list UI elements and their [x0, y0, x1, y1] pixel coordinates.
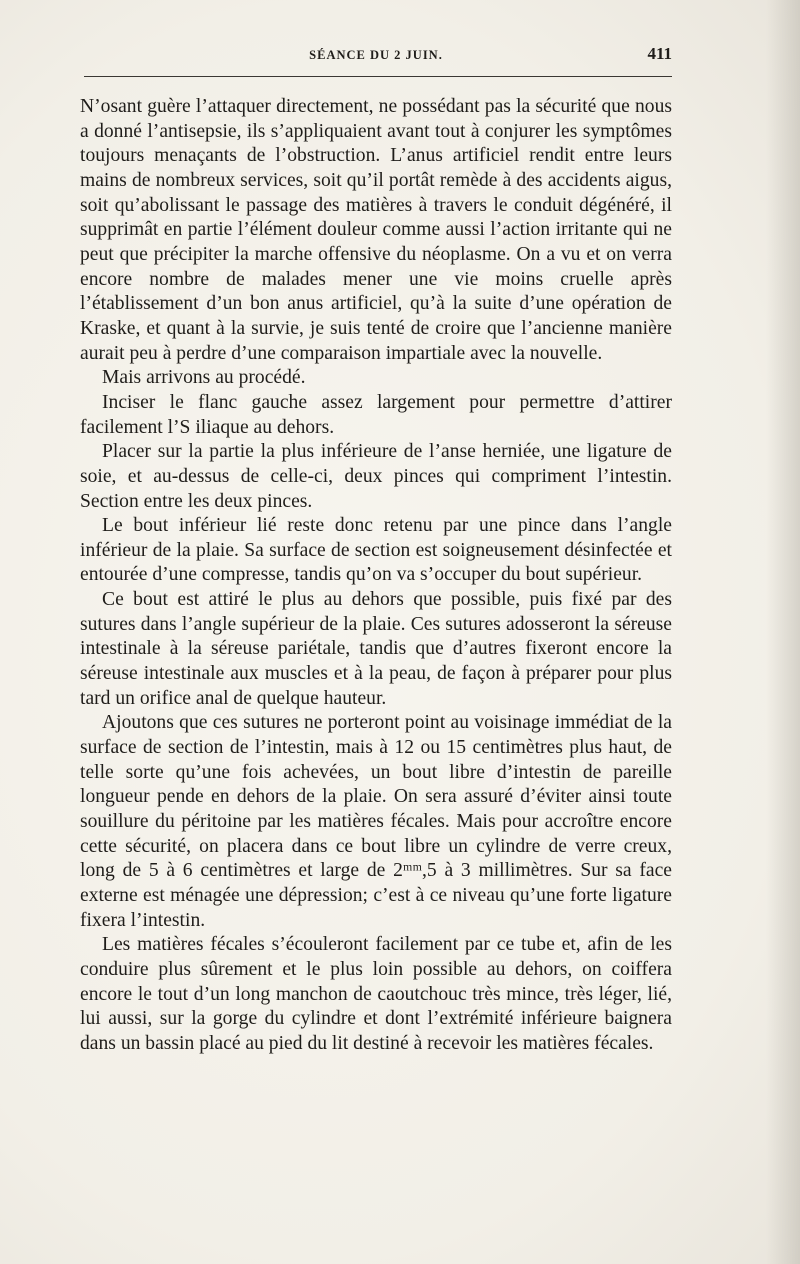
paragraph: Placer sur la partie la plus inférieure de l’anse herniée, une ligature de soie, et au-dessus de celle-ci, deux pinces qui compriment l’intestin. Section entre les deux pinces.	[80, 441, 672, 512]
paragraph: Inciser le flanc gauche assez largement pour permettre d’attirer facilement l’S iliaque au dehors.	[80, 391, 672, 438]
paragraph: Ce bout est attiré le plus au dehors que possible, puis fixé par des sutures dans l’angle supérieur de la plaie. Ces sutures adosseront la séreuse intestinale à la séreuse pariétale, tandis que d’autres fixeront encore la séreuse intestinale aux muscles et à la peau, de façon à préparer pour plus tard un orifice anal de quelque hauteur.	[80, 589, 672, 709]
page-edge-shadow	[766, 0, 800, 1264]
paragraph: Ajoutons que ces sutures ne porteront point au voisinage immédiat de la surface de section de l’intestin, mais à 12 ou 15 centimètres plus haut, de telle sorte qu’une fois achevées, un bout libre d’intestin de pareille longueur pende en dehors de la plaie. On sera assuré d’éviter ainsi toute souillure du péritoine par les matières fécales. Mais pour accroître encore cette sécurité, on placera dans ce bout libre un cylindre de verre creux, long de 5 à 6 centimètres et large de 2ᵐᵐ,5 à 3 millimètres. Sur sa face externe est ménagée une dépression; c’est à ce niveau qu’une forte ligature fixera l’intestin.	[80, 712, 672, 931]
running-head: SÉANCE DU 2 JUIN.	[309, 48, 443, 62]
paragraph: Le bout inférieur lié reste donc retenu par une pince dans l’angle inférieur de la plaie. Sa surface de section est soigneusement désinfectée et entourée d’une compresse, tandis qu’on va s’occuper du bout supérieur.	[80, 515, 672, 586]
paragraph: N’osant guère l’attaquer directement, ne possédant pas la sécurité que nous a donné l’antisepsie, ils s’appliquaient avant tout à conjurer les symptômes toujours menaçants de l’obstruction. L’anus artificiel rendit entre leurs mains de nombreux services, soit qu’il portât remède à des accidents aigus, soit qu’abolissant le passage des matières à travers le conduit dégénéré, il supprimât en partie l’élément douleur comme aussi l’action irritante qui ne peut que précipiter la marche offensive du néoplasme. On a vu et on verra encore nombre de malades mener une vie moins cruelle après l’établissement d’un bon anus artificiel, qu’à la suite d’une opération de Kraske, et quant à la survie, je suis tenté de croire que l’ancienne manière aurait peu à perdre d’une comparaison impartiale avec la nouvelle.	[80, 96, 672, 364]
page-number: 411	[647, 44, 672, 63]
body-text	[80, 95, 672, 1057]
page-header	[80, 44, 672, 68]
paragraph: Les matières fécales s’écouleront facilement par ce tube et, afin de les conduire plus sûrement et le plus loin possible au dehors, on coiffera encore le tout d’un long manchon de caoutchouc très mince, très léger, lié, lui aussi, sur la gorge du cylindre et dont l’extrémité inférieure baignera dans un bassin placé au pied du lit destiné à recevoir les matières fécales.	[80, 934, 672, 1054]
header-rule	[84, 76, 672, 77]
paragraph: Mais arrivons au procédé.	[102, 367, 306, 389]
